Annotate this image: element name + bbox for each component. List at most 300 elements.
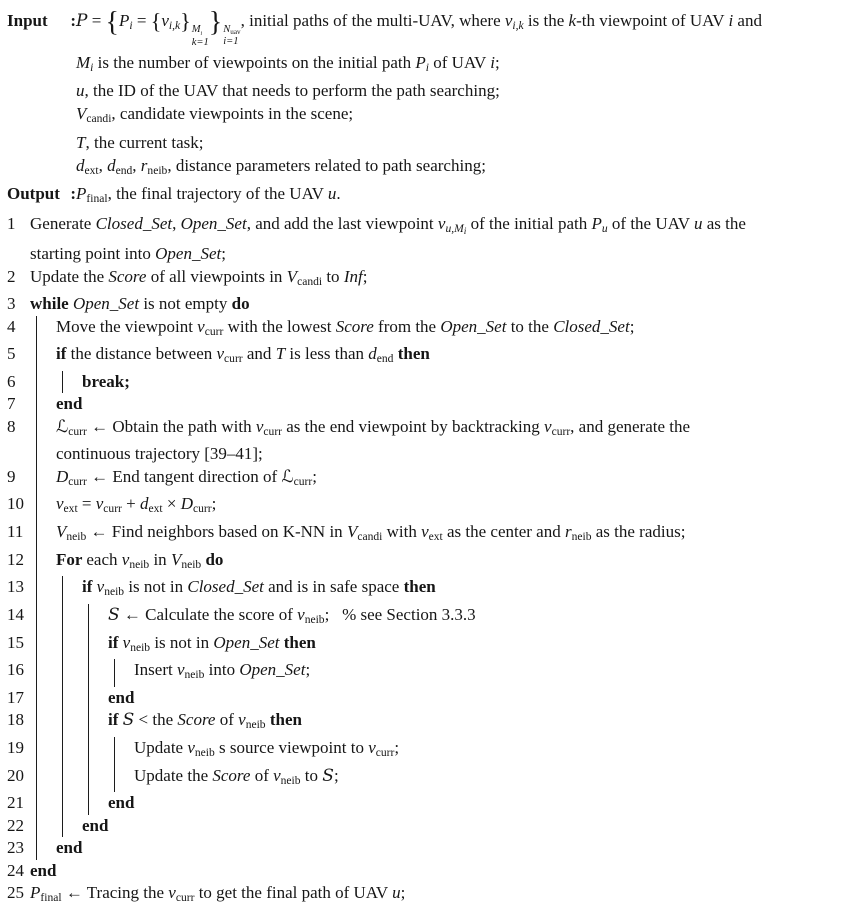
text-token: ℒ [56, 416, 69, 437]
algorithm-line-23 [0, 837, 854, 859]
line-text [108, 792, 134, 814]
indent-guide [36, 765, 37, 793]
text-token: v [297, 605, 305, 625]
text-token: d [76, 155, 85, 175]
text-token: to [322, 266, 344, 286]
text-token: ; [400, 882, 406, 902]
indent-guide [36, 549, 37, 577]
text-token: is the number of viewpoints on the initial path [93, 53, 416, 73]
text-token: i=1 [223, 35, 239, 47]
indent-guide [114, 765, 115, 793]
line-number: 1 [7, 214, 16, 234]
text-token: final [86, 192, 108, 206]
algorithm-line-9 [0, 466, 854, 494]
indent-guide [88, 687, 89, 709]
text-token: Closed_Set [553, 316, 630, 336]
line-number: 11 [7, 522, 24, 542]
text-token: curr [103, 502, 122, 516]
output-row-label [0, 182, 76, 205]
line-number: 13 [7, 577, 24, 597]
text-token: s source viewpoint to [214, 738, 369, 758]
text-token: ; [495, 53, 500, 73]
text-token: u [601, 222, 608, 236]
text-token: Inf [343, 266, 363, 286]
text-token: if [56, 344, 71, 364]
text-token: ← Calculate the score of [119, 605, 298, 625]
text-token: V [56, 522, 67, 542]
text-token: Score [177, 710, 216, 730]
indent-guide [36, 632, 37, 660]
indent-guide [62, 815, 63, 837]
text-token: neib [184, 668, 205, 682]
algorithm-line-cont [0, 443, 854, 465]
text-token: k [568, 11, 577, 30]
text-token: v [197, 316, 205, 336]
text-token: then [397, 344, 430, 364]
indent-guide [36, 521, 37, 549]
text-token: to the [506, 316, 554, 336]
text-token: end [108, 687, 135, 707]
text-token: u [76, 81, 85, 101]
line-text [56, 521, 685, 549]
text-token: i [490, 53, 495, 73]
algorithm-line-16 [0, 659, 854, 687]
text-token: to get the final path of UAV [194, 882, 393, 902]
text-token: T [76, 132, 86, 152]
text-token: ; [305, 660, 311, 680]
text-token: , distance parameters related to path searching; [167, 155, 486, 175]
text-token: ext [428, 530, 443, 544]
text-token: i [200, 30, 203, 37]
text-token: with the lowest [223, 316, 336, 336]
text-token: do [231, 294, 250, 314]
algorithm-line-13 [0, 576, 854, 604]
text-token: } [208, 7, 223, 39]
text-token: is the [523, 11, 569, 30]
text-token: < the [134, 710, 178, 730]
text-token: curr [175, 891, 195, 905]
indent-guide [36, 466, 37, 494]
line-number: 25 [7, 882, 24, 902]
text-token: of the UAV [607, 214, 694, 234]
text-token: ← End tangent direction of [86, 466, 282, 486]
output-row-text [76, 182, 854, 210]
pseudocode-page [0, 6, 854, 910]
algorithm-line-7 [0, 393, 854, 415]
text-token: V [76, 104, 87, 124]
text-token: M [191, 23, 201, 35]
text-token: v [161, 11, 169, 30]
text-token: V [286, 266, 298, 286]
io-section [0, 6, 854, 210]
text-token: , initial paths of the multi-UAV, where [240, 11, 505, 30]
indent-guide [36, 687, 37, 709]
text-token: into [204, 660, 240, 680]
indent-guide [88, 659, 89, 687]
indent-guide [88, 792, 89, 814]
text-token: d [139, 494, 149, 514]
text-token: from the [373, 316, 441, 336]
text-token: × [162, 494, 181, 514]
text-token: d [368, 344, 377, 364]
text-token: curr [551, 425, 571, 439]
line-text [30, 882, 405, 910]
text-token: if [108, 710, 123, 730]
text-token: Open_Set [440, 316, 507, 336]
text-token: v [122, 632, 131, 652]
text-token: For [56, 549, 87, 569]
text-token: v [255, 416, 264, 436]
line-number: 6 [7, 371, 16, 391]
text-token: and [242, 344, 276, 364]
text-token: neib [194, 746, 215, 760]
text-token: u [327, 183, 337, 203]
text-token: { [105, 7, 120, 39]
text-token: starting point into [30, 244, 156, 264]
indent-guide [62, 792, 63, 814]
text-token: is not empty [139, 294, 232, 314]
text-token: P [76, 11, 88, 31]
text-token: { [150, 8, 162, 34]
text-token: end [56, 838, 83, 858]
indent-guide [88, 709, 89, 737]
line-number: 23 [7, 838, 24, 858]
algorithm-line-6 [0, 371, 854, 393]
line-number: 9 [7, 466, 16, 486]
text-token: end [30, 860, 57, 880]
indent-guide [62, 576, 63, 604]
indent-guide [36, 604, 37, 632]
text-token: P [415, 53, 426, 73]
text-token: ← Tracing the [61, 882, 169, 902]
text-token: and is in safe space [263, 577, 404, 597]
text-token: neib [181, 558, 202, 571]
line-text [56, 493, 216, 521]
text-token: Insert [134, 660, 177, 680]
text-token: Update [134, 738, 188, 758]
text-token: curr [375, 746, 395, 760]
algorithm-line-18 [0, 709, 854, 737]
text-token: in [149, 549, 171, 569]
text-token: ; [211, 494, 217, 514]
label-word: Input [7, 11, 48, 30]
text-token: Open_Set [213, 632, 280, 652]
text-token: v [368, 738, 376, 758]
text-token: curr [263, 425, 283, 439]
input-row-cont [0, 79, 854, 102]
text-token: i,k [512, 19, 524, 33]
text-token: Open_Set [239, 660, 306, 680]
text-token: v [187, 738, 195, 758]
text-token: candi [357, 530, 383, 544]
text-token: v [216, 344, 225, 364]
text-token: i [425, 61, 430, 75]
text-token: ; % see Section 3.3.3 [324, 605, 476, 625]
text-token: ; [221, 244, 226, 264]
input-row-cont-text [76, 102, 854, 130]
input-row-cont-text [76, 51, 854, 79]
text-token: Closed_Set [187, 577, 264, 597]
text-token: uav [230, 27, 241, 36]
text-token: + [121, 494, 140, 514]
text-token: end [115, 163, 133, 177]
text-token: ; [629, 316, 635, 336]
line-number: 14 [7, 605, 24, 625]
algorithm-line-2 [0, 266, 854, 294]
text-token: Score [212, 765, 251, 785]
indent-guide [36, 343, 37, 371]
text-token: Closed_Set [95, 214, 173, 234]
line-number: 12 [7, 549, 24, 569]
indent-guide [62, 604, 63, 632]
line-text [108, 709, 302, 737]
text-token: neib [130, 640, 151, 654]
algorithm-line-19 [0, 737, 854, 765]
text-token: r [140, 155, 148, 175]
text-token: Score [108, 266, 147, 286]
text-token: P [119, 11, 130, 30]
text-token: = [77, 494, 96, 514]
text-token: as the [702, 214, 746, 234]
text-token: , and add the last viewpoint [246, 214, 438, 234]
text-token: as the radius; [591, 522, 686, 542]
text-token: ; [362, 266, 368, 286]
text-token [192, 24, 209, 49]
text-token: curr [293, 475, 313, 489]
line-number: 8 [7, 416, 16, 436]
text-token: and [733, 11, 762, 30]
input-row-cont-text [76, 131, 854, 154]
algorithm-line-25 [0, 882, 854, 910]
text-token: , candidate viewpoints in the scene; [111, 104, 354, 124]
indent-guide [114, 659, 115, 687]
text-token: to [300, 765, 323, 785]
text-token: ℒ [281, 466, 294, 487]
indent-guide [88, 632, 89, 660]
indent-guide [114, 737, 115, 765]
text-token: neib [245, 718, 266, 732]
text-token: neib [66, 530, 87, 544]
text-token: u [392, 882, 401, 902]
line-number: 18 [7, 710, 24, 730]
text-token: each [86, 549, 122, 569]
indent-guide [36, 576, 37, 604]
indent-guide [36, 371, 37, 393]
text-token: curr [192, 502, 212, 516]
text-token [223, 24, 240, 48]
line-text [30, 293, 250, 315]
text-token: curr [68, 475, 87, 489]
indent-guide [36, 316, 37, 344]
text-token: neib [280, 773, 301, 787]
line-text [134, 765, 339, 793]
text-token: then [403, 577, 436, 597]
text-token: do [205, 549, 224, 569]
input-row [0, 6, 854, 49]
text-token: end [82, 815, 109, 835]
algorithm-line-4 [0, 316, 854, 344]
text-token: r [564, 522, 572, 542]
text-token: as the end viewpoint by backtracking [282, 416, 545, 436]
text-token: S [108, 605, 120, 626]
text-token: , and generate the [570, 416, 691, 436]
text-token: v [95, 494, 104, 514]
line-text [30, 266, 367, 294]
text-token: v [238, 710, 246, 730]
text-token: Open_Set [72, 294, 140, 314]
text-token: is not in [124, 577, 188, 597]
text-token: with [382, 522, 422, 542]
indent-guide [36, 792, 37, 814]
text-token: Update the [30, 266, 109, 286]
text-token: Update the [134, 765, 213, 785]
line-text [30, 860, 56, 882]
text-token: v [176, 660, 185, 680]
text-token: v [421, 522, 429, 542]
text-token: curr [68, 425, 87, 439]
text-token: P [30, 882, 41, 902]
text-token: , the final trajectory of the UAV [107, 183, 328, 203]
text-token: ext [84, 163, 99, 177]
text-token: ; [394, 738, 400, 758]
line-text [56, 443, 263, 465]
text-token: M [76, 53, 91, 73]
text-token: is not in [150, 632, 214, 652]
text-token: of UAV [429, 53, 491, 73]
text-token: curr [204, 324, 224, 338]
text-token: if [108, 632, 123, 652]
text-token: continuous trajectory [39–41]; [56, 444, 263, 464]
line-number: 15 [7, 632, 24, 652]
algorithm-line-10 [0, 493, 854, 521]
text-token: i [463, 226, 467, 237]
algorithm-line-24 [0, 860, 854, 882]
text-token: v [56, 494, 64, 514]
line-text [56, 466, 317, 494]
text-token: neib [104, 585, 125, 599]
text-token: , [172, 214, 181, 234]
text-token: neib [571, 530, 592, 544]
indent-guide [36, 659, 37, 687]
algorithm-line-22 [0, 815, 854, 837]
label-word: Output [7, 183, 60, 203]
text-token: neib [304, 613, 325, 627]
text-token: . [336, 183, 341, 203]
line-text [134, 659, 310, 687]
algorithm-line-5 [0, 343, 854, 371]
algorithm-line-cont [0, 243, 854, 265]
indent-guide [88, 737, 89, 765]
indent-guide [36, 416, 37, 444]
text-token: S [122, 710, 135, 731]
indent-guide [36, 393, 37, 415]
line-text [56, 549, 223, 577]
line-number: 20 [7, 765, 24, 785]
line-number: 10 [7, 494, 24, 514]
line-number: 17 [7, 687, 24, 707]
text-token: final [40, 891, 62, 905]
text-token: k=1 [191, 37, 209, 49]
text-token: } [180, 8, 191, 34]
line-number: 24 [7, 860, 24, 880]
text-token: S [322, 765, 334, 786]
input-row-cont [0, 131, 854, 154]
text-token: then [269, 710, 302, 730]
text-token: break; [82, 371, 130, 391]
text-token: end [56, 394, 83, 414]
line-number: 22 [7, 815, 24, 835]
indent-guide [62, 687, 63, 709]
label-colon: : [70, 183, 76, 203]
text-token: , the current task; [85, 132, 204, 152]
text-token: P [591, 214, 602, 234]
line-text [56, 416, 690, 444]
text-token: of [250, 765, 274, 785]
output-row [0, 182, 854, 210]
text-token: v [121, 549, 130, 569]
indent-guide [36, 815, 37, 837]
line-number: 16 [7, 660, 24, 680]
indent-guide [62, 737, 63, 765]
text-token: while [30, 294, 73, 314]
indent-guide [36, 709, 37, 737]
text-token: if [82, 577, 97, 597]
text-token: end [108, 793, 135, 813]
text-token: v [437, 214, 446, 234]
text-token: V [170, 549, 182, 569]
line-number: 3 [7, 294, 16, 314]
indent-guide [36, 493, 37, 521]
line-text [82, 815, 108, 837]
text-token: neib [129, 558, 150, 571]
text-token: V [346, 522, 358, 542]
algorithm-line-1 [0, 213, 854, 243]
algorithm-line-11 [0, 521, 854, 549]
text-token: neib [147, 163, 168, 177]
text-token: , [98, 155, 108, 175]
text-token: , the ID of the UAV that needs to perform the path searching; [84, 81, 500, 101]
text-token: Move the viewpoint [56, 316, 198, 336]
text-token: candi [297, 274, 323, 288]
indent-guide [36, 837, 37, 859]
line-text [56, 393, 82, 415]
algorithm-line-15 [0, 632, 854, 660]
line-number: 4 [7, 316, 16, 336]
text-token: P [76, 183, 87, 203]
text-token: is less than [285, 344, 369, 364]
text-token: v [168, 882, 176, 902]
text-token: u [693, 214, 703, 234]
line-text [134, 737, 399, 765]
text-token: v [504, 11, 513, 30]
line-text [108, 632, 316, 660]
text-token: v [96, 577, 105, 597]
input-row-label [0, 6, 76, 36]
algorithm-line-17 [0, 687, 854, 709]
text-token: d [107, 155, 116, 175]
text-token: of the initial path [466, 214, 592, 234]
text-token: i [728, 11, 734, 30]
label-colon: : [70, 11, 76, 30]
text-token: Score [335, 316, 374, 336]
text-token: candi [86, 112, 112, 126]
text-token: ; [312, 466, 317, 486]
indent-guide [62, 709, 63, 737]
algorithm-line-12 [0, 549, 854, 577]
line-text [82, 371, 130, 393]
input-row-cont [0, 51, 854, 79]
line-number: 5 [7, 344, 16, 364]
